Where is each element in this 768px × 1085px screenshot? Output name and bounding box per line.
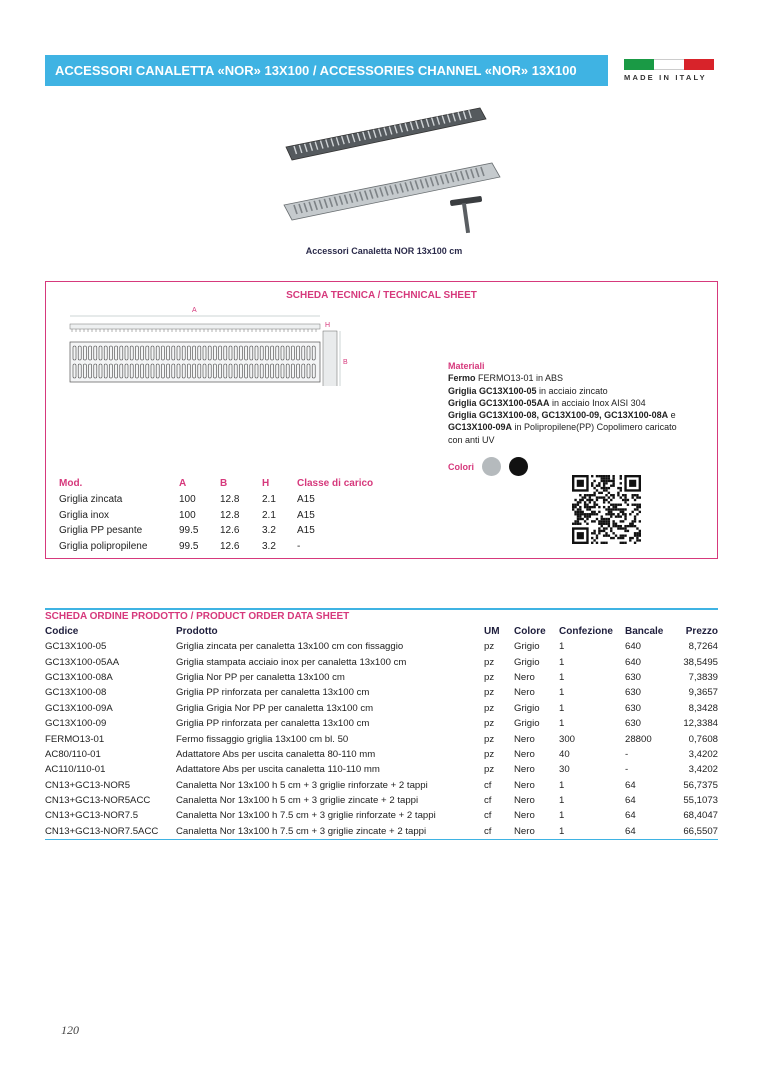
order-product: Griglia stampata acciaio inox per canaletta 13x100 cm bbox=[176, 656, 407, 668]
order-price: 0,7608 bbox=[688, 733, 718, 745]
order-code: AC110/110-01 bbox=[45, 764, 106, 776]
grate-light bbox=[284, 163, 500, 220]
grate-technical-drawing bbox=[68, 304, 358, 386]
models-col-h: H bbox=[262, 478, 270, 490]
material-line: Griglia GC13X100-08, GC13X100-09, GC13X100-08A e bbox=[448, 410, 676, 421]
order-um: pz bbox=[484, 671, 495, 683]
order-pack: 1 bbox=[559, 824, 625, 840]
order-sheet-title: SCHEDA ORDINE PRODOTTO / PRODUCT ORDER DATA SHEET bbox=[45, 608, 718, 622]
order-code: CN13+GC13-NOR5ACC bbox=[45, 795, 151, 807]
order-color: Grigio bbox=[514, 656, 540, 668]
order-row bbox=[45, 701, 718, 716]
order-price: 68,4047 bbox=[683, 810, 718, 822]
order-table bbox=[45, 623, 718, 840]
order-pallet: 64 bbox=[625, 810, 636, 822]
order-pallet: - bbox=[625, 764, 629, 776]
order-um: pz bbox=[484, 687, 495, 699]
material-line: con anti UV bbox=[448, 434, 495, 445]
order-price: 56,7375 bbox=[683, 779, 718, 791]
order-col-price: Prezzo bbox=[685, 625, 718, 637]
dimension-label-b: B bbox=[343, 359, 348, 366]
order-product: Canaletta Nor 13x100 h 5 cm + 3 griglie zincate + 2 tappi bbox=[176, 795, 419, 807]
colors-row bbox=[448, 457, 528, 476]
order-price: 7,3839 bbox=[688, 671, 718, 683]
order-code: AC80/110-01 bbox=[45, 748, 101, 760]
order-col-pallet: Bancale bbox=[625, 625, 664, 637]
order-code: GC13X100-05 bbox=[45, 641, 107, 653]
order-pallet: 64 bbox=[625, 779, 636, 791]
flag-stripe-white bbox=[654, 59, 684, 70]
order-pack: 40 bbox=[559, 748, 570, 760]
product-image bbox=[280, 100, 510, 240]
order-color: Nero bbox=[514, 779, 535, 791]
order-price: 3,4202 bbox=[688, 764, 718, 776]
order-header-row bbox=[45, 623, 718, 639]
flag-stripe-red bbox=[684, 59, 714, 70]
order-pallet: 630 bbox=[625, 671, 642, 683]
order-price: 9,3657 bbox=[688, 687, 718, 699]
order-pallet: 630 bbox=[625, 718, 642, 730]
order-row bbox=[45, 747, 718, 762]
order-price: 66,5507 bbox=[675, 824, 718, 840]
order-product: Canaletta Nor 13x100 h 7.5 cm + 3 griglie rinforzate + 2 tappi bbox=[176, 810, 436, 822]
made-in-italy-label: MADE IN ITALY bbox=[624, 73, 707, 82]
flag-stripe-green bbox=[624, 59, 654, 70]
order-pallet: - bbox=[625, 748, 629, 760]
order-um: cf bbox=[484, 779, 492, 791]
materials-block bbox=[448, 360, 708, 446]
order-um: pz bbox=[484, 702, 495, 714]
order-product: Griglia zincata per canaletta 13x100 cm con fissaggio bbox=[176, 641, 404, 653]
order-code: CN13+GC13-NOR7.5 bbox=[45, 810, 139, 822]
order-color: Nero bbox=[514, 671, 535, 683]
order-price: 12,3384 bbox=[683, 718, 718, 730]
order-color: Grigio bbox=[514, 718, 540, 730]
order-product: Adattatore Abs per uscita canaletta 80-110 mm bbox=[176, 748, 376, 760]
order-um: pz bbox=[484, 733, 495, 745]
order-um: pz bbox=[484, 641, 495, 653]
order-color: Nero bbox=[514, 748, 535, 760]
order-pallet: 630 bbox=[625, 687, 642, 699]
order-code: GC13X100-05AA bbox=[45, 656, 120, 668]
order-pallet: 64 bbox=[625, 824, 675, 840]
order-product: Griglia Grigia Nor PP per canaletta 13x100 cm bbox=[176, 702, 374, 714]
models-table bbox=[59, 476, 373, 554]
technical-sheet bbox=[45, 281, 718, 559]
order-pack: 1 bbox=[559, 795, 565, 807]
order-pack: 1 bbox=[559, 702, 565, 714]
order-row bbox=[45, 731, 718, 746]
order-um: pz bbox=[484, 764, 495, 776]
qr-code bbox=[572, 475, 641, 544]
italian-flag-icon bbox=[624, 59, 714, 70]
order-color: Nero bbox=[514, 733, 535, 745]
order-product: Griglia Nor PP per canaletta 13x100 cm bbox=[176, 671, 345, 683]
order-price: 8,7264 bbox=[688, 641, 718, 653]
material-line: Griglia GC13X100-05AA in acciaio Inox AISI 304 bbox=[448, 397, 646, 408]
order-product: Griglia PP rinforzata per canaletta 13x100 cm bbox=[176, 718, 370, 730]
models-row: Griglia PP pesante 99.5 12.6 3.2 A15 bbox=[59, 525, 315, 537]
order-price: 3,4202 bbox=[688, 748, 718, 760]
technical-sheet-title: SCHEDA TECNICA / TECHNICAL SHEET bbox=[286, 290, 477, 301]
order-code: GC13X100-09A bbox=[45, 702, 113, 714]
order-color: Nero bbox=[514, 795, 535, 807]
models-header-row bbox=[59, 476, 373, 492]
order-code: FERMO13-01 bbox=[45, 733, 105, 745]
order-pack: 30 bbox=[559, 764, 570, 776]
order-col-um: UM bbox=[484, 625, 500, 637]
color-swatch-black bbox=[509, 457, 528, 476]
order-color: Grigio bbox=[514, 702, 540, 714]
dimension-label-h: H bbox=[325, 322, 331, 329]
order-pack: 1 bbox=[559, 810, 565, 822]
order-um: pz bbox=[484, 718, 495, 730]
order-code: GC13X100-08A bbox=[45, 671, 113, 683]
order-pack: 1 bbox=[559, 641, 565, 653]
material-line: Griglia GC13X100-05 in acciaio zincato bbox=[448, 385, 608, 396]
order-pack: 1 bbox=[559, 779, 565, 791]
order-um: pz bbox=[484, 656, 495, 668]
order-um: cf bbox=[484, 795, 492, 807]
models-col-b: B bbox=[220, 478, 228, 490]
order-pallet: 630 bbox=[625, 702, 642, 714]
grate-dark bbox=[286, 108, 486, 160]
order-col-pack: Confezione bbox=[559, 625, 613, 637]
order-pack: 1 bbox=[559, 656, 565, 668]
order-code: CN13+GC13-NOR5 bbox=[45, 779, 131, 791]
order-pack: 1 bbox=[559, 671, 565, 683]
order-product: Fermo fissaggio griglia 13x100 cm bl. 50 bbox=[176, 733, 349, 745]
order-pallet: 64 bbox=[625, 795, 636, 807]
material-line: Fermo FERMO13-01 in ABS bbox=[448, 373, 564, 384]
order-price: 8,3428 bbox=[688, 702, 718, 714]
fixing-clip-icon bbox=[450, 196, 483, 233]
order-price: 55,1073 bbox=[683, 795, 718, 807]
material-line: GC13X100-09A in Polipropilene(PP) Copolimero caricato bbox=[448, 422, 677, 433]
order-product: Canaletta Nor 13x100 h 5 cm + 3 griglie rinforzate + 2 tappi bbox=[176, 779, 428, 791]
order-row bbox=[45, 824, 718, 840]
dimension-label-a: A bbox=[192, 307, 197, 314]
order-color: Nero bbox=[514, 687, 535, 699]
order-price: 38,5495 bbox=[683, 656, 718, 668]
order-row bbox=[45, 716, 718, 731]
page-number: 120 bbox=[61, 1023, 79, 1037]
order-product: Canaletta Nor 13x100 h 7.5 cm + 3 griglie zincate + 2 tappi bbox=[176, 824, 484, 840]
order-product: Griglia PP rinforzata per canaletta 13x100 cm bbox=[176, 687, 370, 699]
models-col-a: A bbox=[179, 478, 187, 490]
order-code: GC13X100-09 bbox=[45, 718, 107, 730]
order-code: CN13+GC13-NOR7.5ACC bbox=[45, 824, 176, 840]
hero-caption: Accessori Canaletta NOR 13x100 cm bbox=[305, 246, 463, 256]
models-row: Griglia inox 100 12.8 2.1 A15 bbox=[59, 509, 315, 521]
order-row bbox=[45, 670, 718, 685]
order-row bbox=[45, 778, 718, 793]
order-row bbox=[45, 654, 718, 669]
order-pallet: 640 bbox=[625, 641, 642, 653]
order-um: cf bbox=[484, 810, 492, 822]
order-pallet: 28800 bbox=[625, 733, 652, 745]
models-row: Griglia zincata 100 12.8 2.1 A15 bbox=[59, 494, 315, 506]
order-row bbox=[45, 762, 718, 777]
order-row bbox=[45, 793, 718, 808]
materials-label: Materiali bbox=[448, 361, 485, 371]
order-color: Nero bbox=[514, 764, 535, 776]
order-row bbox=[45, 639, 718, 654]
order-pack: 1 bbox=[559, 718, 565, 730]
order-col-color: Colore bbox=[514, 625, 546, 637]
order-col-code: Codice bbox=[45, 625, 79, 637]
colors-label: Colori bbox=[448, 461, 474, 472]
order-col-product: Prodotto bbox=[176, 625, 218, 637]
order-code: GC13X100-08 bbox=[45, 687, 107, 699]
order-color: Nero bbox=[514, 810, 535, 822]
color-swatch-grey bbox=[482, 457, 501, 476]
order-product: Adattatore Abs per uscita canaletta 110-110 mm bbox=[176, 764, 380, 776]
models-col-mod: Mod. bbox=[59, 478, 83, 490]
made-in-italy-badge bbox=[624, 59, 714, 82]
order-color: Nero bbox=[514, 824, 559, 840]
order-um: cf bbox=[484, 824, 514, 840]
models-row: Griglia polipropilene 99.5 12.6 3.2 - bbox=[59, 541, 301, 553]
order-row bbox=[45, 685, 718, 700]
order-pack: 1 bbox=[559, 687, 565, 699]
order-pallet: 640 bbox=[625, 656, 642, 668]
order-um: pz bbox=[484, 748, 495, 760]
order-color: Grigio bbox=[514, 641, 540, 653]
page-title: ACCESSORI CANALETTA «NOR» 13X100 / ACCESSORIES CHANNEL «NOR» 13X100 bbox=[45, 55, 608, 86]
models-col-class: Classe di carico bbox=[297, 478, 374, 490]
order-row bbox=[45, 808, 718, 823]
order-pack: 300 bbox=[559, 733, 576, 745]
